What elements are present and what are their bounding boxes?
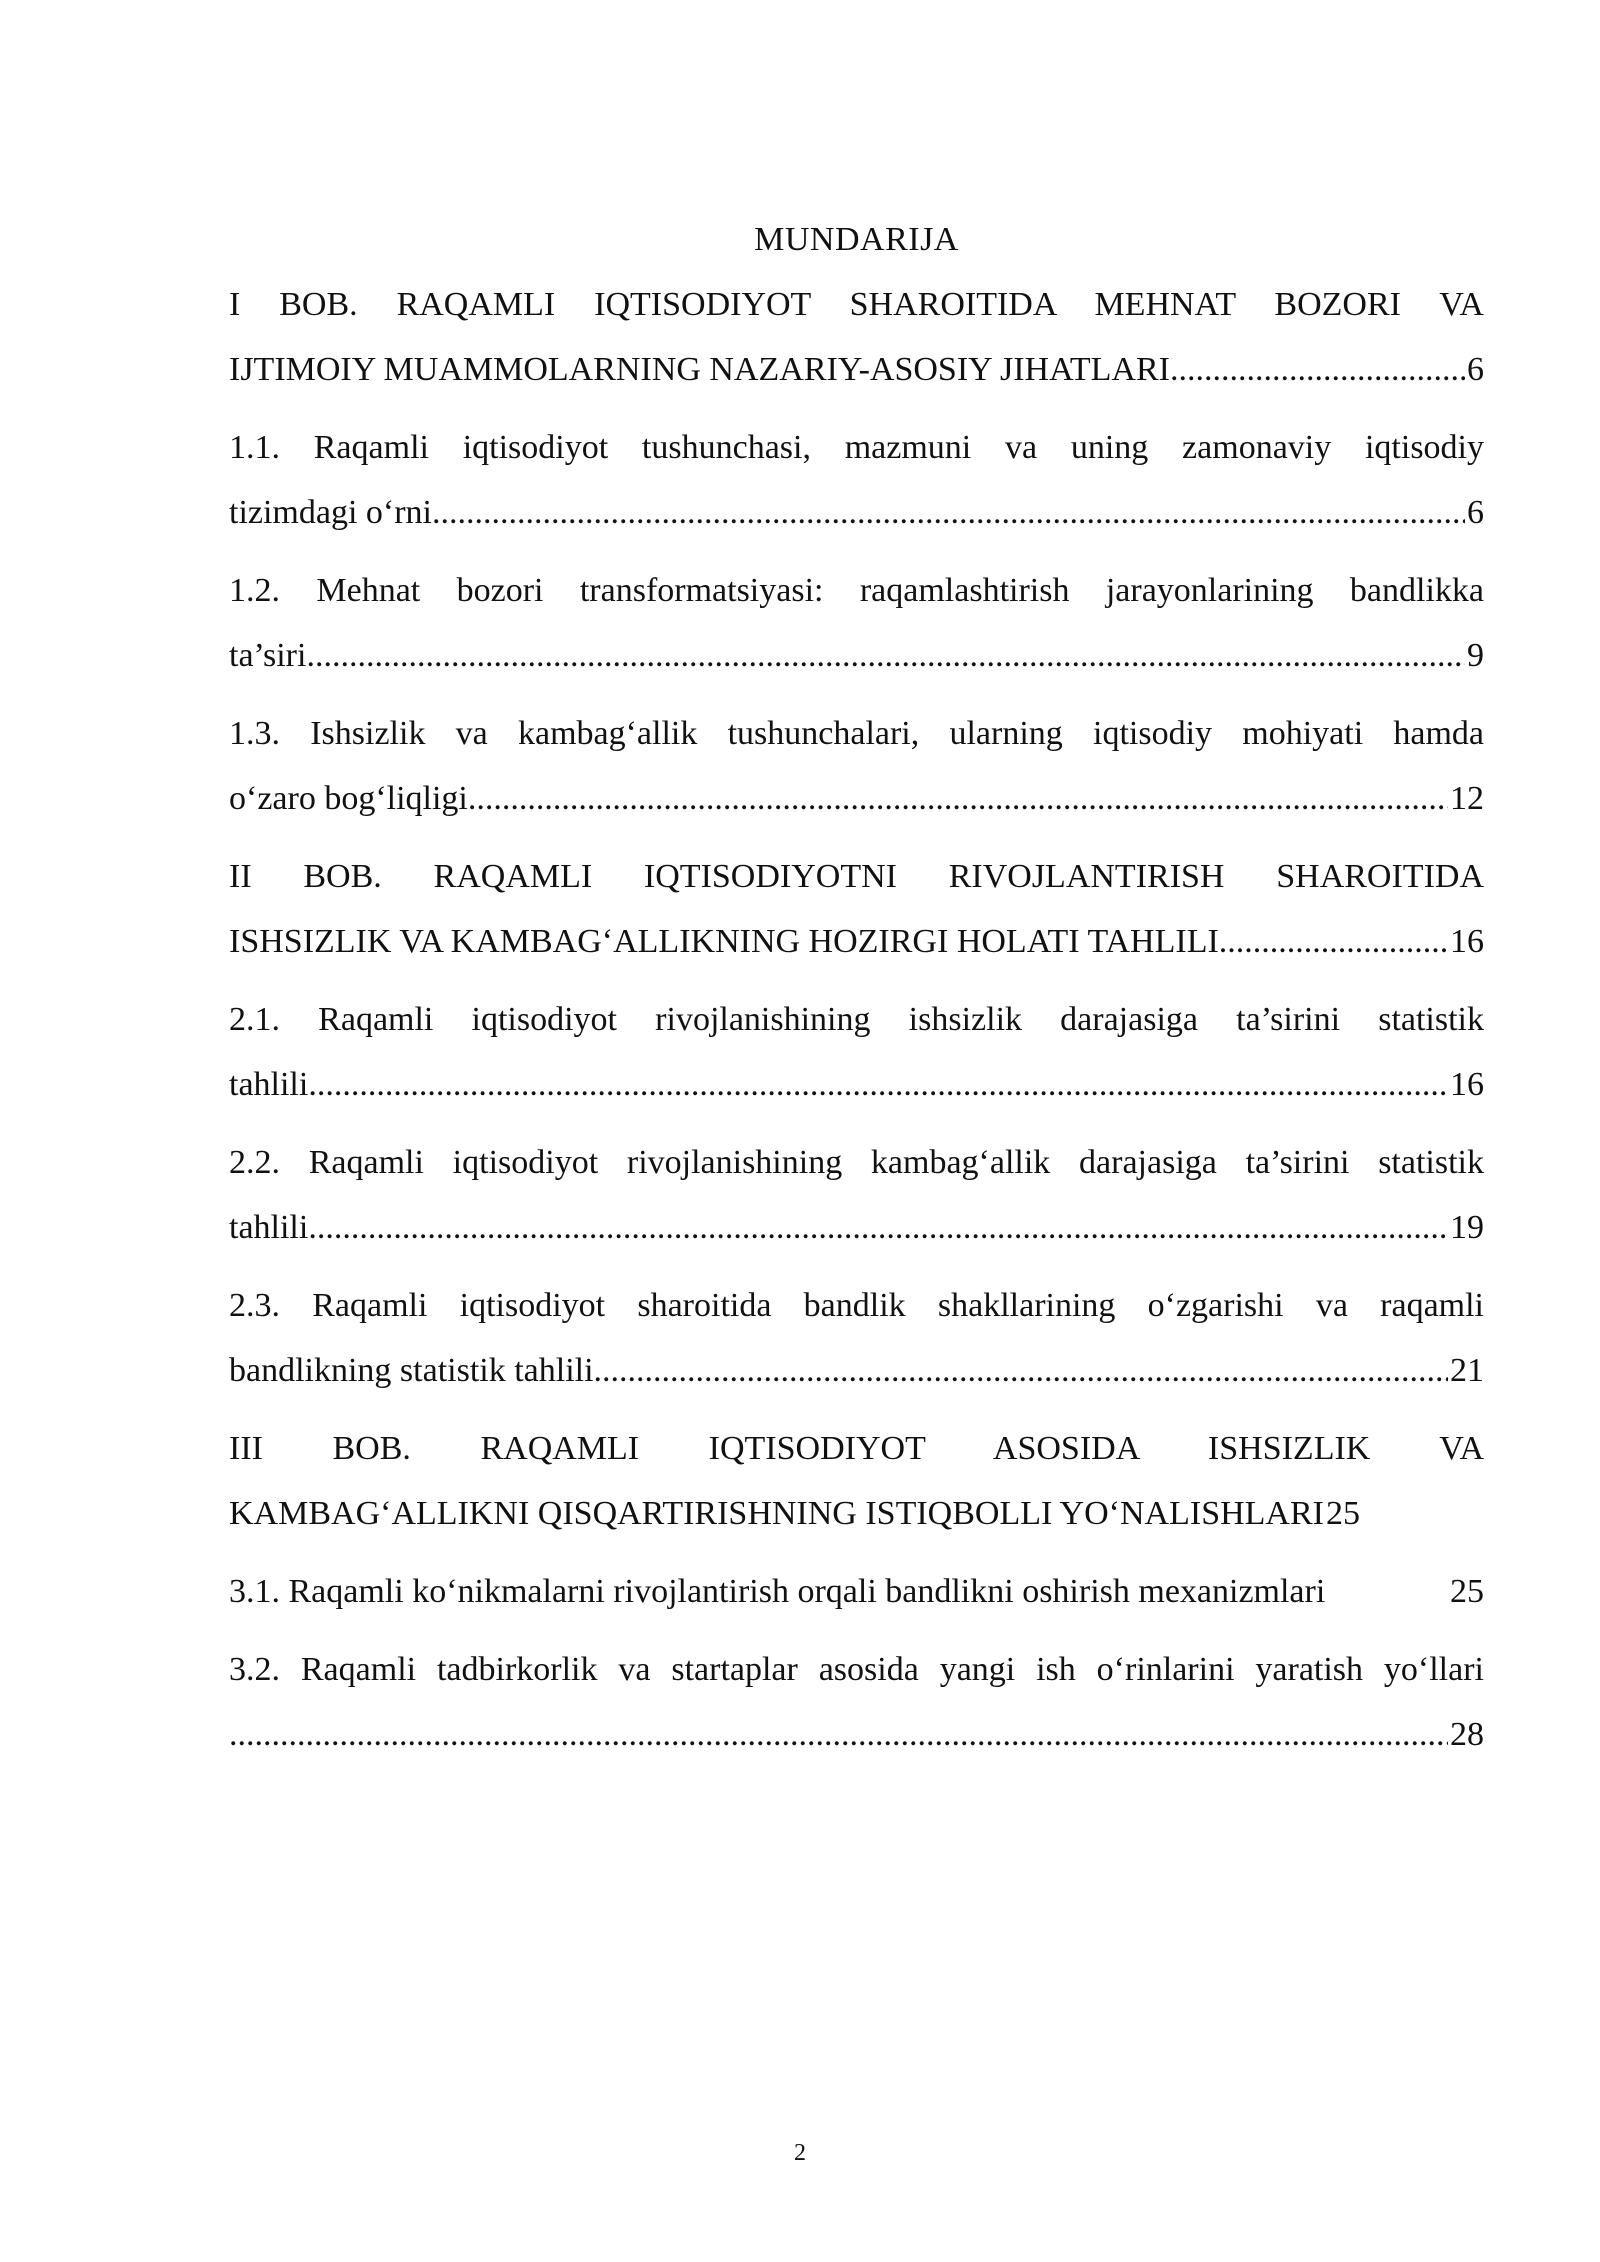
toc-entry-text: o‘zaro bog‘liqligi (229, 780, 468, 817)
toc-entry-text: 2.1. Raqamli iqtisodiyot rivojlanishining ishsizlik darajasiga ta’sirini statistik (229, 1001, 1484, 1038)
toc-entry-text: 2.2. Raqamli iqtisodiyot rivojlanishining kambag‘allik darajasiga ta’sirini statistik (229, 1144, 1484, 1181)
toc-leader-dots (308, 1195, 1448, 1260)
toc-entry-text: ta’siri (229, 637, 307, 674)
toc-entry-text: 1.3. Ishsizlik va kambag‘allik tushunchalari, ularning iqtisodiy mohiyati hamda (229, 715, 1484, 752)
toc-entry-1-1[interactable] (229, 415, 1484, 545)
toc-entry-text: 2.3. Raqamli iqtisodiyot sharoitida bandlik shakllarining o‘zgarishi va raqamli (229, 1287, 1484, 1324)
toc-page-number: 6 (1467, 351, 1484, 388)
toc-leader-dots (306, 623, 1465, 688)
toc-entry-text: ISHSIZLIK VA KAMBAG‘ALLIKNING HOZIRGI HOLATI TAHLILI (229, 923, 1219, 960)
toc-page-number: 9 (1467, 637, 1484, 674)
toc-entry-chapter-3[interactable] (229, 1416, 1484, 1546)
toc-entry-3-1[interactable] (229, 1559, 1484, 1624)
toc-entry-text: tizimdagi o‘rni (229, 494, 433, 531)
toc-entry-text: 3.1. Raqamli ko‘nikmalarni rivojlantirish orqali bandlikni oshirish mexanizmlari (229, 1573, 1326, 1610)
toc-entry-chapter-2[interactable] (229, 844, 1484, 974)
toc-page-number: 25 (1450, 1573, 1484, 1610)
toc-entry-text: 3.2. Raqamli tadbirkorlik va startaplar asosida yangi ish o‘rinlarini yaratish yo‘llari (229, 1651, 1484, 1688)
toc-entry-2-3[interactable] (229, 1273, 1484, 1403)
toc-leader-dots (468, 766, 1448, 831)
toc-entry-text: IJTIMOIY MUAMMOLARNING NAZARIY-ASOSIY JIHATLARI (229, 351, 1170, 388)
toc-page-number: 28 (1450, 1716, 1484, 1753)
toc-page-number: 16 (1450, 923, 1484, 960)
toc-entry-text: 1.1. Raqamli iqtisodiyot tushunchasi, mazmuni va uning zamonaviy iqtisodiy (229, 429, 1484, 466)
toc-entry-3-2[interactable] (229, 1637, 1484, 1767)
toc-leader-dots (308, 1052, 1448, 1117)
toc-page-number: 25 (1325, 1495, 1360, 1532)
toc-entry-1-2[interactable] (229, 558, 1484, 688)
toc-leader-dots (432, 480, 1465, 545)
page-number: 2 (794, 2140, 806, 2166)
toc-page-number: 6 (1467, 494, 1484, 531)
toc-leader-dots (1219, 909, 1448, 974)
toc-entry-text: bandlikning statistik tahlili (229, 1352, 594, 1389)
toc-leader-dots (594, 1338, 1448, 1403)
toc-entry-1-3[interactable] (229, 701, 1484, 831)
document-page (229, 218, 1484, 1780)
toc-leader-dots (229, 1702, 1448, 1767)
toc-page-number: 19 (1450, 1209, 1484, 1246)
toc-page-number: 16 (1450, 1066, 1484, 1103)
toc-entry-2-1[interactable] (229, 987, 1484, 1117)
toc-entry-text: 1.2. Mehnat bozori transformatsiyasi: raqamlashtirish jarayonlarining bandlikka (229, 572, 1484, 609)
toc-entry-text: tahlili (229, 1066, 309, 1103)
toc-entry-text: I BOB. RAQAMLI IQTISODIYOT SHAROITIDA MEHNAT BOZORI VA (229, 286, 1484, 323)
toc-leader-dots (1170, 337, 1465, 402)
toc-entry-text: III BOB. RAQAMLI IQTISODIYOT ASOSIDA ISHSIZLIK VA (229, 1430, 1484, 1467)
toc-title: MUNDARIJA (754, 221, 959, 258)
toc-entry-text: II BOB. RAQAMLI IQTISODIYOTNI RIVOJLANTIRISH SHAROITIDA (229, 858, 1484, 895)
toc-entry-2-2[interactable] (229, 1130, 1484, 1260)
toc-page-number: 12 (1450, 780, 1484, 817)
toc-entry-text: KAMBAG‘ALLIKNI QISQARTIRISHNING ISTIQBOLLI YO‘NALISHLARI (229, 1495, 1324, 1532)
toc-entry-chapter-1[interactable] (229, 272, 1484, 402)
toc-page-number: 21 (1450, 1352, 1484, 1389)
toc-entry-text: tahlili (229, 1209, 309, 1246)
